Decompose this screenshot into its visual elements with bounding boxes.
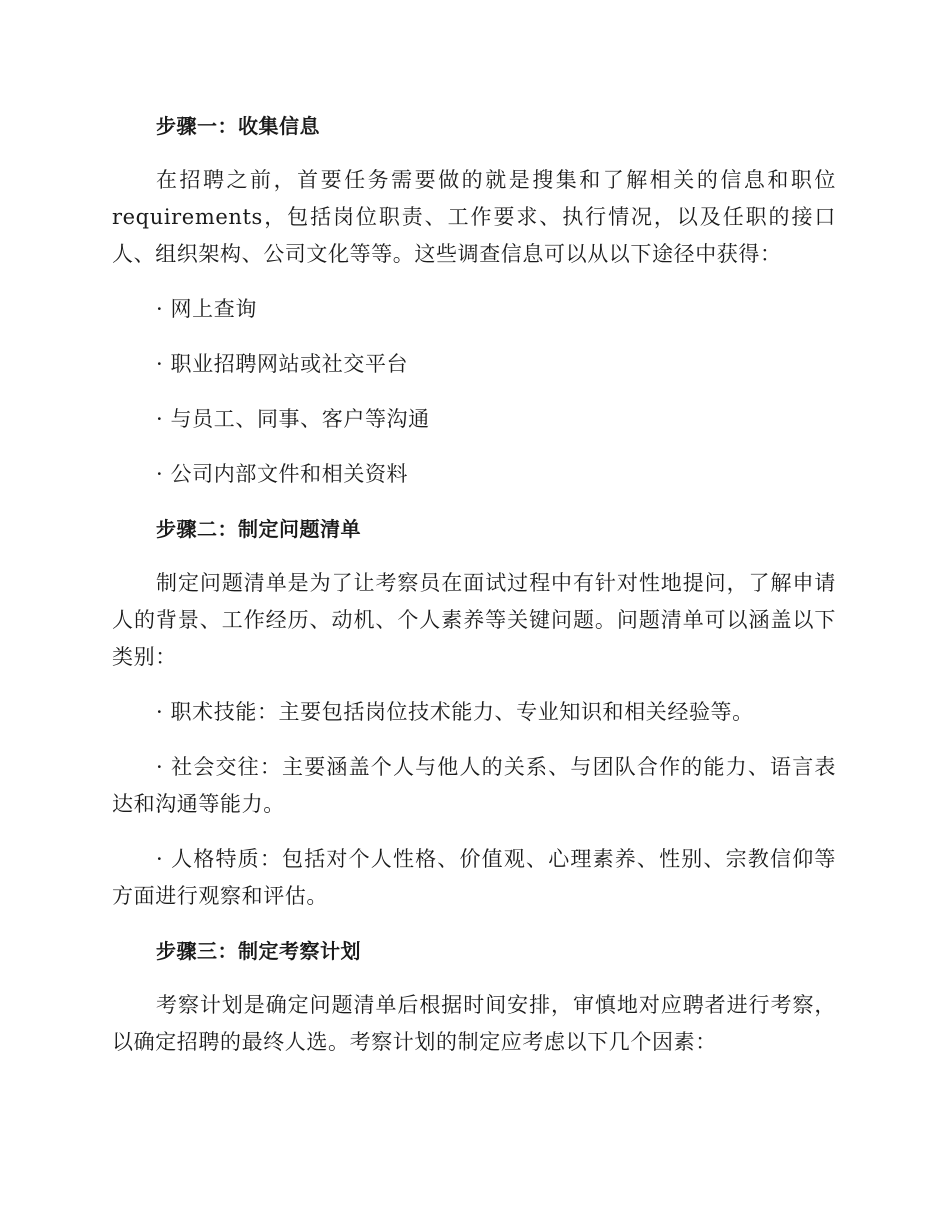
section-heading-2: 步骤二：制定问题清单 bbox=[156, 517, 361, 541]
list-item: · 公司内部文件和相关资料 bbox=[156, 462, 409, 486]
section-paragraph-3: 考察计划是确定问题清单后根据时间安排，审慎地对应聘者进行考察，以确定招聘的最终人选。考察计划的制定应考虑以下几个因素： bbox=[112, 993, 836, 1054]
list-item: · 职业招聘网站或社交平台 bbox=[156, 352, 409, 376]
section-paragraph-1: 在招聘之前，首要任务需要做的就是搜集和了解相关的信息和职位requirements，包括岗位职责、工作要求、执行情况，以及任职的接口人、组织架构、公司文化等等。这些调查信息可以从以下途径中获得： bbox=[112, 168, 836, 266]
section-paragraph-2: 制定问题清单是为了让考察员在面试过程中有针对性地提问，了解申请人的背景、工作经历、动机、个人素养等关键问题。问题清单可以涵盖以下类别： bbox=[112, 571, 836, 669]
list-item: · 网上查询 bbox=[156, 297, 257, 321]
document-body bbox=[112, 108, 836, 1079]
list-item: · 职术技能：主要包括岗位技术能力、专业知识和相关经验等。 bbox=[156, 700, 754, 724]
list-item: · 与员工、同事、客户等沟通 bbox=[156, 407, 430, 431]
list-item: · 人格特质：包括对个人性格、价值观、心理素养、性别、宗教信仰等方面进行观察和评估。 bbox=[112, 847, 836, 908]
section-heading-1: 步骤一：收集信息 bbox=[156, 114, 320, 138]
list-item: · 社会交往：主要涵盖个人与他人的关系、与团队合作的能力、语言表达和沟通等能力。 bbox=[112, 755, 836, 816]
section-heading-3: 步骤三：制定考察计划 bbox=[156, 939, 361, 963]
